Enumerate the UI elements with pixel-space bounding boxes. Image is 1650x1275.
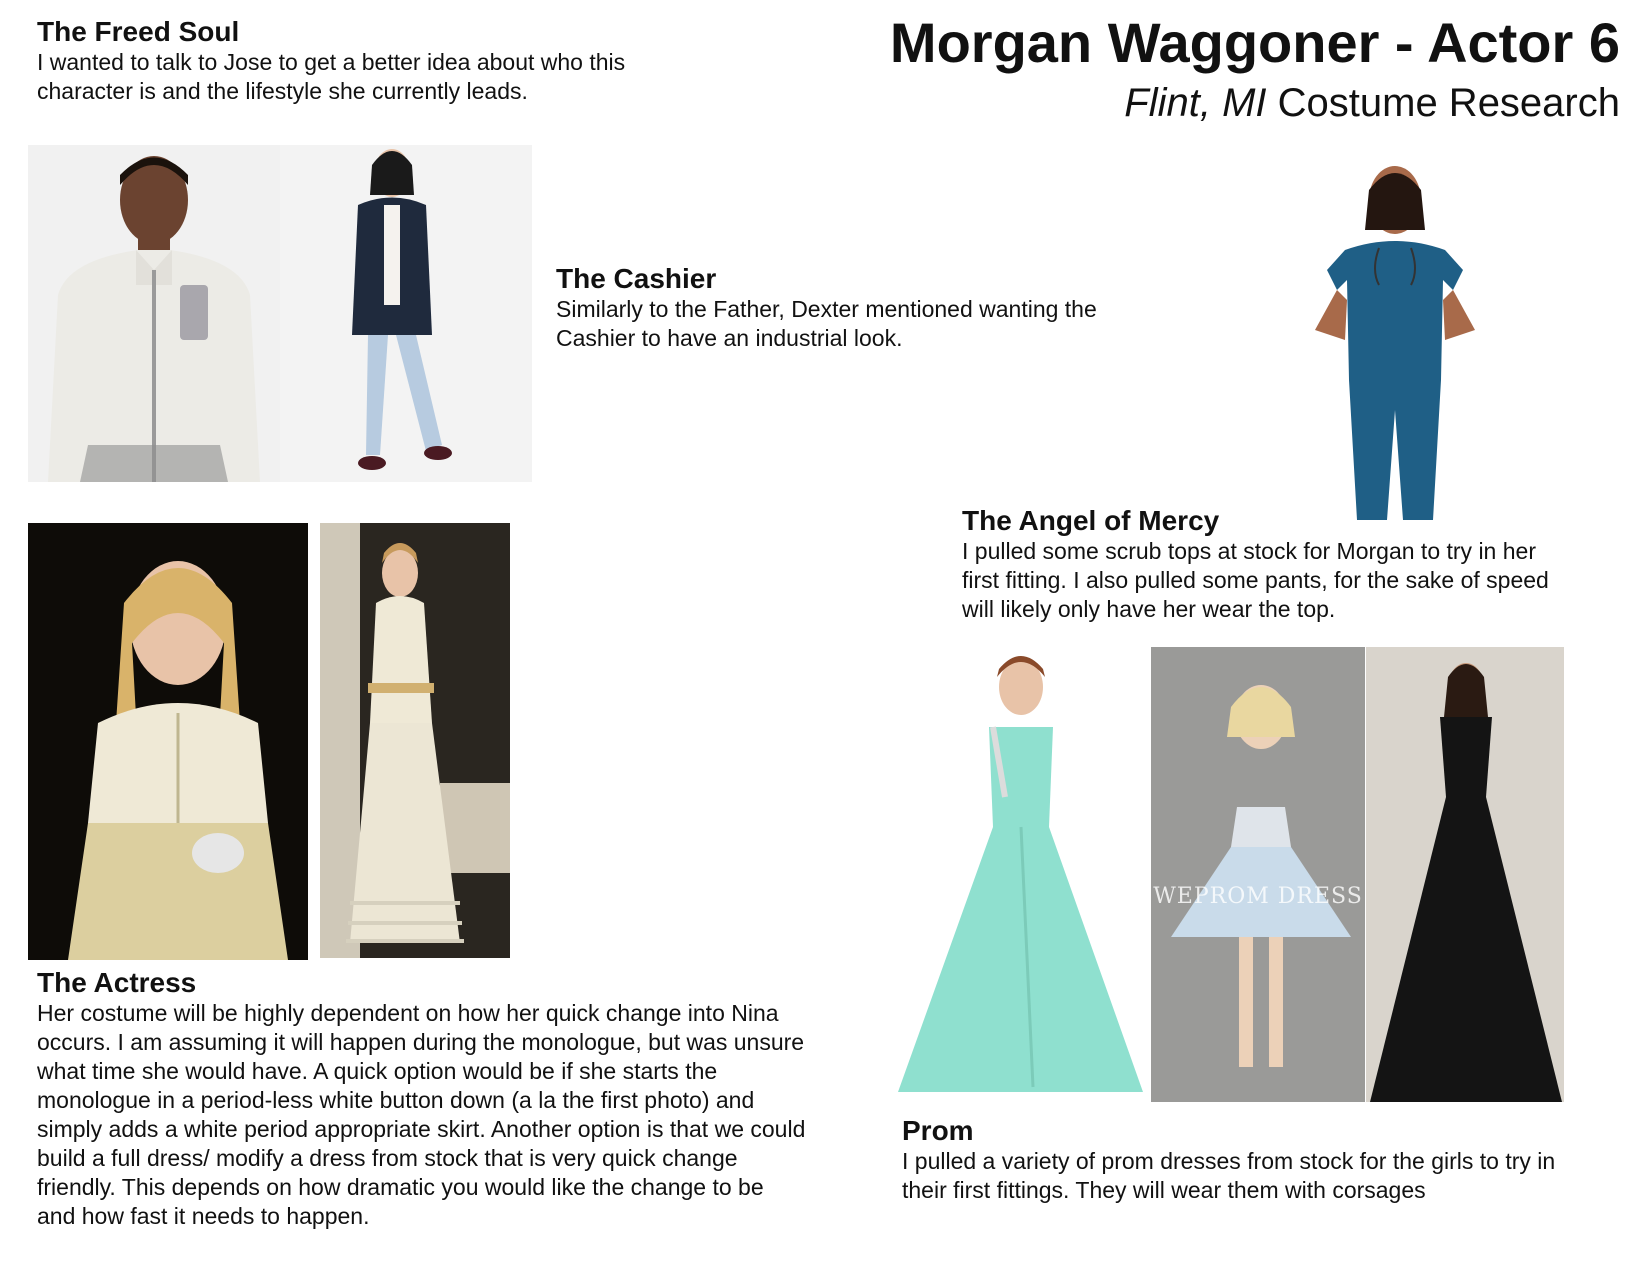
subtitle-location: Flint, MI — [1124, 81, 1267, 125]
section-freed-soul — [37, 16, 677, 106]
page-subtitle — [820, 80, 1620, 126]
section-cashier — [556, 263, 1176, 353]
section-prom — [902, 1115, 1562, 1205]
freed-soul-text: I wanted to talk to Jose to get a better idea about who this character is and the lifestyle she currently leads. — [37, 49, 626, 104]
angel-of-mercy-text: I pulled some scrub tops at stock for Morgan to try in her first fitting. I also pulled some pants, for the sake of speed will likely only have her wear the top. — [962, 538, 1549, 622]
page-title: Morgan Waggoner - Actor 6 — [889, 11, 1620, 74]
cashier-text: Similarly to the Father, Dexter mentioned wanting the Cashier to have an industrial look. — [556, 296, 1097, 351]
section-actress — [37, 967, 807, 1231]
section-angel-of-mercy — [962, 505, 1562, 624]
photo-actress-period-dress — [320, 523, 510, 958]
subtitle-text: Costume Research — [1266, 81, 1620, 125]
photo-navy-coat — [280, 145, 532, 482]
cashier-heading: The Cashier — [556, 263, 717, 294]
photo-prom-blue-dress — [1151, 647, 1365, 1102]
freed-soul-heading: The Freed Soul — [37, 16, 240, 47]
actress-heading: The Actress — [37, 967, 197, 998]
photo-scrubs — [1275, 160, 1527, 525]
angel-of-mercy-heading: The Angel of Mercy — [962, 505, 1220, 536]
photo-prom-mint-gown — [893, 647, 1148, 1102]
photo-actress-buttondown — [28, 523, 308, 960]
prom-text: I pulled a variety of prom dresses from stock for the girls to try in their first fittings. They will wear them with corsages — [902, 1148, 1556, 1203]
prom-heading: Prom — [902, 1115, 974, 1146]
actress-text: Her costume will be highly dependent on how her quick change into Nina occurs. I am assuming it will happen during the monologue, but was unsure what time she would have. A quick option would be if she starts the monologue in a period-less white button down (a la the first photo) and simply adds a white period appropriate skirt. Another option is that we could build a full dress/ modify a dress from stock that is very quick change friendly. This depends on how dramatic you would like the change to be and how fast it needs to happen. — [37, 1000, 806, 1229]
photo-watermark: WEPROM DRESS — [1153, 883, 1363, 909]
photo-white-fleece — [28, 145, 280, 482]
photo-prom-black-gown — [1366, 647, 1564, 1102]
